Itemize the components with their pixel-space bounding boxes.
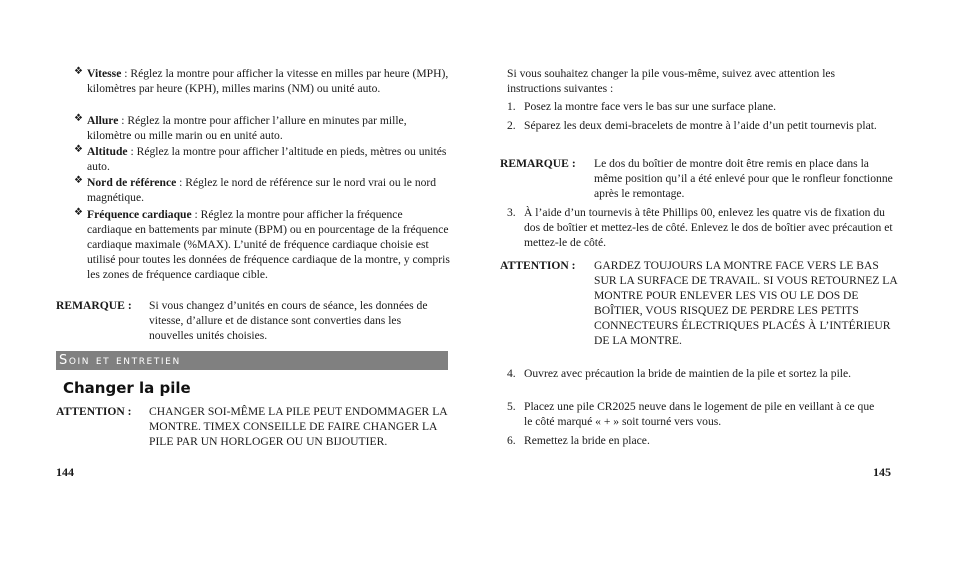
bullet-term: Vitesse bbox=[87, 67, 122, 80]
bullet-item-nord bbox=[56, 175, 450, 205]
bullet-term: Altitude bbox=[87, 145, 128, 158]
step-item bbox=[500, 366, 892, 381]
bullet-text: : Réglez le nord de référence sur le nord vrai ou le nord magnétique. bbox=[87, 176, 437, 204]
remark-label: REMARQUE : bbox=[500, 157, 576, 170]
remark-text: Si vous changez d’unités en cours de séance, les données de vitesse, d’allure et de distance sont converties dans les nouvelles unités choisies. bbox=[149, 299, 428, 342]
page-number: 145 bbox=[873, 465, 891, 479]
step-text: Remettez la bride en place. bbox=[524, 434, 650, 447]
step-text: À l’aide d’un tournevis à tête Phillips 00, enlevez les quatre vis de fixation du dos de boîtier et mettez-les de côté. Enlevez le dos de boîtier avec précaution et mettez-le de côté. bbox=[524, 206, 893, 249]
bullet-text: : Réglez la montre pour afficher l’allure en minutes par mille, kilomètre ou mille marin ou en unité auto. bbox=[87, 114, 407, 142]
bullet-item-vitesse bbox=[56, 66, 450, 96]
diamond-bullet-icon: ❖ bbox=[74, 113, 83, 124]
step-number: 4. bbox=[507, 367, 516, 380]
step-text: Placez une pile CR2025 neuve dans le logement de pile en veillant à ce que le côté marqué « + » soit tourné vers vous. bbox=[524, 400, 875, 428]
section-heading-bar: Soin et entretien bbox=[56, 351, 448, 370]
step-text: Ouvrez avec précaution la bride de maintien de la pile et sortez la pile. bbox=[524, 367, 852, 380]
bullet-text: : Réglez la montre pour afficher la vitesse en milles par heure (MPH), kilomètres par heure (KPH), milles marins (NM) ou unité auto. bbox=[87, 67, 449, 95]
step-number: 6. bbox=[507, 434, 516, 447]
remark-label: REMARQUE : bbox=[56, 299, 132, 312]
step-number: 2. bbox=[507, 119, 516, 132]
step-text: Posez la montre face vers le bas sur une surface plane. bbox=[524, 100, 777, 113]
attention-note bbox=[500, 258, 898, 348]
step-item bbox=[500, 118, 890, 133]
step-item bbox=[500, 205, 895, 250]
attention-text: CHANGER SOI-MÊME LA PILE PEUT ENDOMMAGER LA MONTRE. TIMEX CONSEILLE DE FAIRE CHANGER LA PILE PAR UN HORLOGER OU UN BIJOUTIER. bbox=[149, 405, 448, 448]
step-number: 1. bbox=[507, 100, 516, 113]
step-item bbox=[500, 399, 880, 429]
attention-text: GARDEZ TOUJOURS LA MONTRE FACE VERS LE BAS SUR LA SURFACE DE TRAVAIL. SI VOUS RETOURNEZ LA MONTRE POUR ENLEVER LES VIS OU LE DOS DE BOÎTIER, VOUS RISQUEZ DE PERDRE LES PETITS CONNECTEURS ÉLECTRIQUES PLACÉS À L’INTÉRIEUR DE LA MONTRE. bbox=[594, 259, 898, 347]
attention-note bbox=[56, 404, 450, 449]
page-number: 144 bbox=[56, 465, 74, 479]
remark-note bbox=[56, 298, 448, 343]
diamond-bullet-icon: ❖ bbox=[74, 207, 83, 218]
intro-paragraph: Si vous souhaitez changer la pile vous-même, suivez avec attention les instructions suivantes : bbox=[507, 67, 836, 95]
bullet-term: Nord de référence bbox=[87, 176, 177, 189]
step-number: 5. bbox=[507, 400, 516, 413]
diamond-bullet-icon: ❖ bbox=[74, 144, 83, 155]
step-item bbox=[500, 433, 896, 448]
diamond-bullet-icon: ❖ bbox=[74, 175, 83, 186]
subheading: Changer la pile bbox=[63, 379, 191, 397]
remark-note bbox=[500, 156, 894, 201]
step-text: Séparez les deux demi-bracelets de montre à l’aide d’un petit tournevis plat. bbox=[524, 119, 877, 132]
bullet-item-altitude bbox=[56, 144, 450, 174]
attention-label: ATTENTION : bbox=[500, 259, 576, 272]
step-number: 3. bbox=[507, 206, 516, 219]
bullet-item-allure bbox=[56, 113, 450, 143]
remark-text: Le dos du boîtier de montre doit être remis en place dans la même position qu’il a été enlevé pour que le ronfleur fonctionne après le remontage. bbox=[594, 157, 893, 200]
bullet-item-frequence bbox=[56, 207, 450, 282]
bullet-term: Fréquence cardiaque bbox=[87, 208, 192, 221]
step-item bbox=[500, 99, 896, 114]
bullet-text: : Réglez la montre pour afficher l’altitude en pieds, mètres ou unités auto. bbox=[87, 145, 447, 173]
diamond-bullet-icon: ❖ bbox=[74, 66, 83, 77]
bullet-text: : Réglez la montre pour afficher la fréquence cardiaque en battements par minute (BPM) ou en pourcentage de la fréquence cardiaque maximale (%MAX). L’unité de fréquence cardiaque choisie est utilisé pour toutes les données de fréquence cardiaque de la montre, y compris les zones de fréquence cardiaque cible. bbox=[87, 208, 450, 281]
attention-label: ATTENTION : bbox=[56, 405, 132, 418]
bullet-term: Allure bbox=[87, 114, 119, 127]
